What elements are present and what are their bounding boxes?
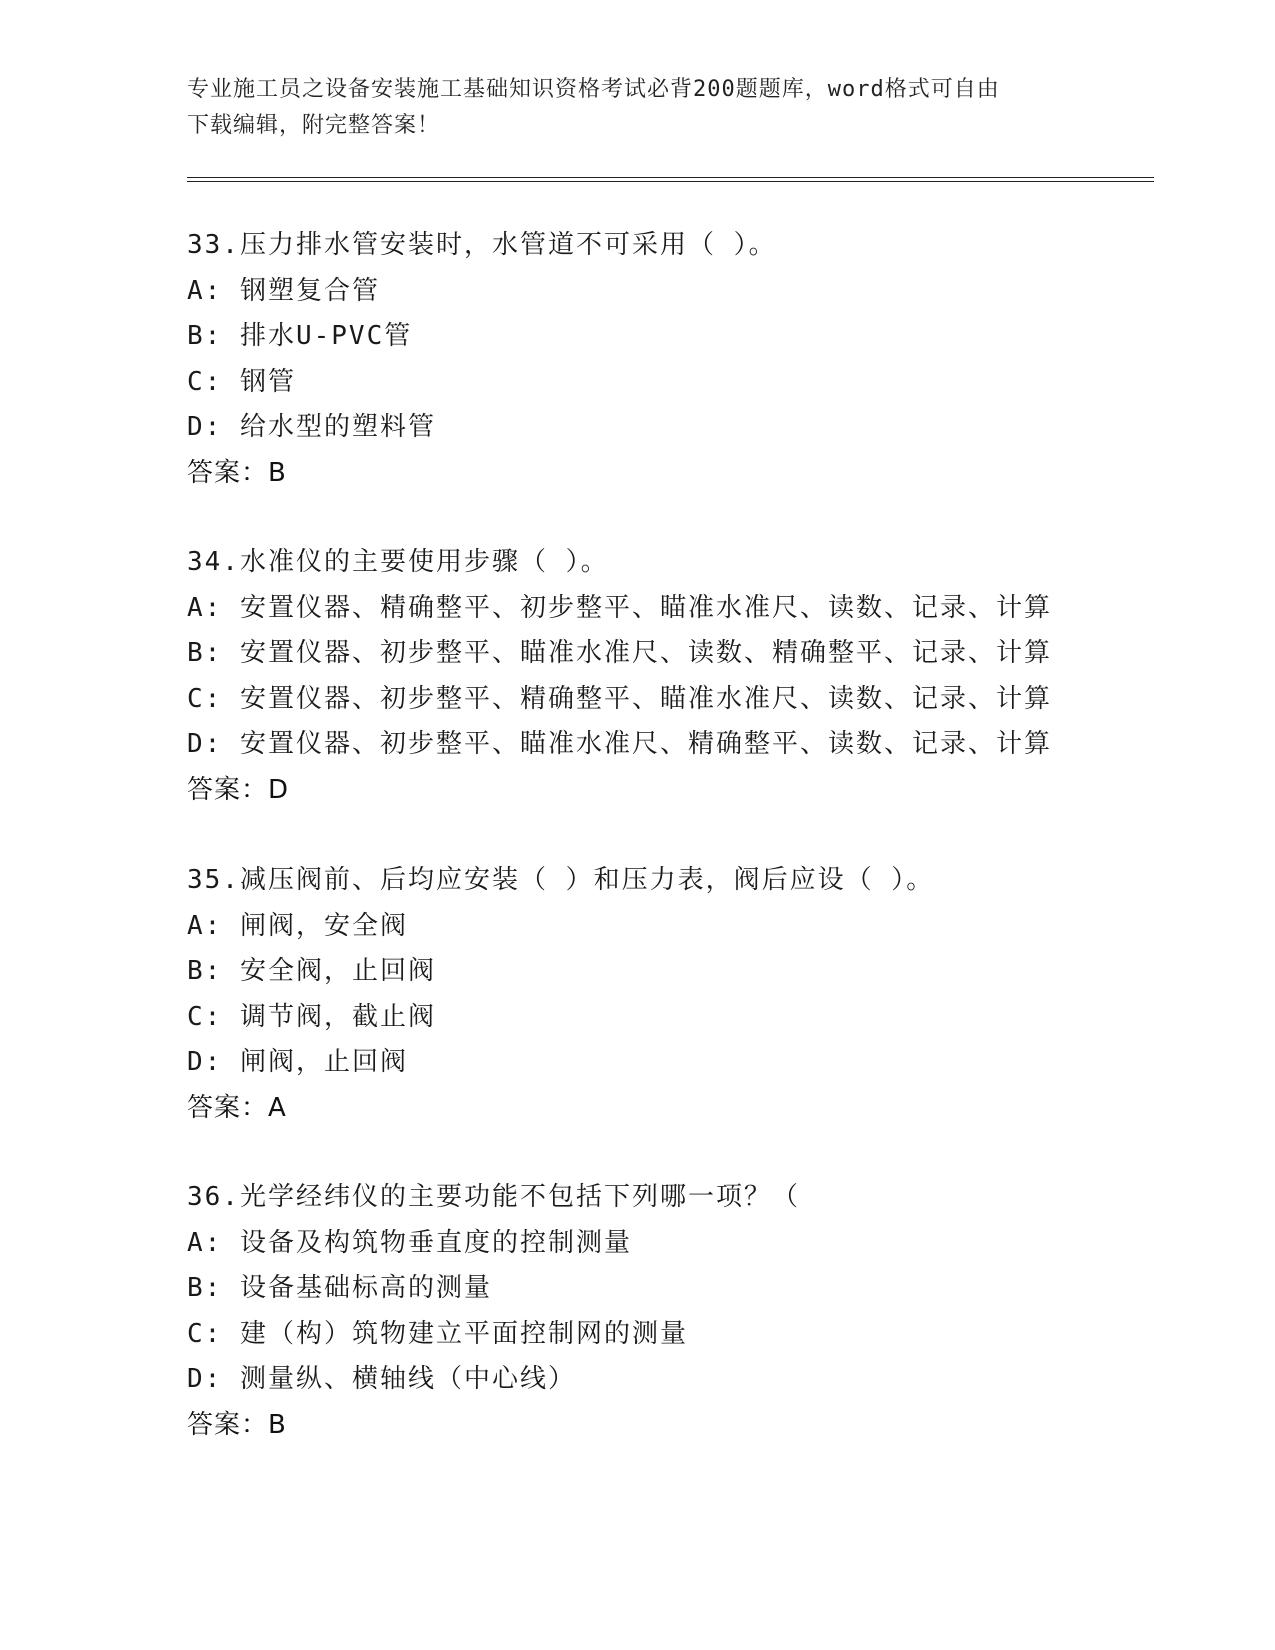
- answer: 答案：B: [187, 1409, 287, 1440]
- option-b: B: 排水U-PVC管: [187, 321, 413, 351]
- question-36: [187, 1175, 1107, 1448]
- header-divider: [187, 177, 1154, 182]
- option-a: A: 设备及构筑物垂直度的控制测量: [187, 1227, 632, 1258]
- question-33: [187, 223, 1107, 496]
- option-c: C: 钢管: [187, 366, 296, 397]
- option-c: C: 建（构）筑物建立平面控制网的测量: [187, 1318, 688, 1349]
- header-line-1: 专业施工员之设备安装施工基础知识资格考试必背200题题库，word格式可自由: [187, 77, 1000, 102]
- question-stem: 33.压力排水管安装时，水管道不可采用（ ）。: [187, 230, 777, 260]
- option-a: A: 钢塑复合管: [187, 275, 380, 306]
- option-b: B: 安全阀，止回阀: [187, 956, 436, 986]
- option-a: A: 安置仪器、精确整平、初步整平、瞄准水准尺、读数、记录、计算: [187, 592, 1052, 623]
- option-d: D: 安置仪器、初步整平、瞄准水准尺、精确整平、读数、记录、计算: [187, 729, 1052, 759]
- option-c: C: 调节阀，截止阀: [187, 1001, 436, 1032]
- option-a: A: 闸阀，安全阀: [187, 910, 408, 941]
- answer: 答案：D: [187, 774, 290, 805]
- document-header: [187, 72, 1087, 144]
- question-stem: 36.光学经纬仪的主要功能不包括下列哪一项？（: [187, 1182, 800, 1212]
- question-34: [187, 540, 1107, 813]
- option-b: B: 安置仪器、初步整平、瞄准水准尺、读数、精确整平、记录、计算: [187, 638, 1052, 668]
- question-35: [187, 858, 1107, 1131]
- question-stem: 35.减压阀前、后均应安装（ ）和压力表，阀后应设（ ）。: [187, 865, 935, 895]
- option-d: D: 闸阀，止回阀: [187, 1047, 408, 1077]
- option-d: D: 测量纵、横轴线（中心线）: [187, 1364, 576, 1394]
- question-stem: 34.水准仪的主要使用步骤（ ）。: [187, 547, 609, 577]
- answer: 答案：B: [187, 457, 287, 488]
- option-b: B: 设备基础标高的测量: [187, 1273, 492, 1303]
- option-c: C: 安置仪器、初步整平、精确整平、瞄准水准尺、读数、记录、计算: [187, 683, 1052, 714]
- option-d: D: 给水型的塑料管: [187, 412, 436, 442]
- answer: 答案：A: [187, 1092, 287, 1123]
- header-line-2: 下载编辑，附完整答案！: [187, 113, 441, 138]
